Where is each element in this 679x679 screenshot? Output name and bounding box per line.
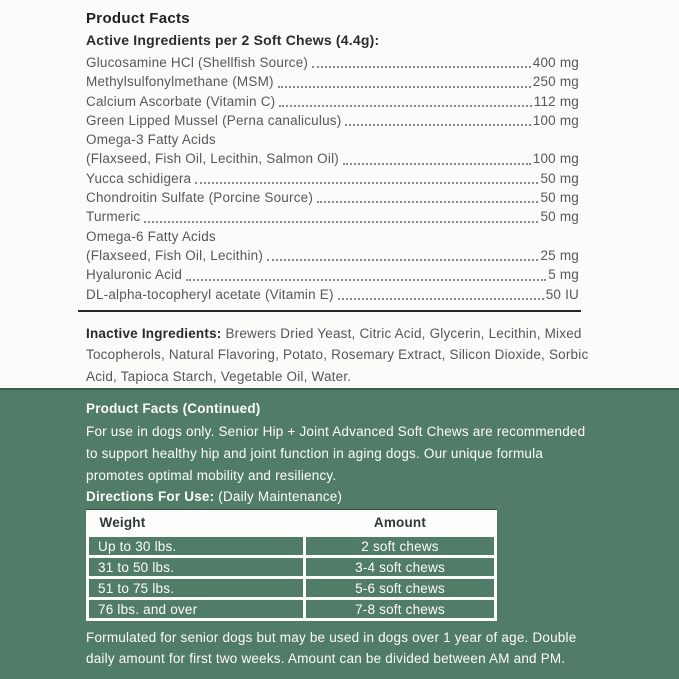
inactive-ingredients-text: Brewers Dried Yeast, Citric Acid, Glycerin, Lecithin, Mixed Tocopherols, Natural Flavoring, Potato, Rosemary Extract, Silicon Dioxide, Sorbic Acid, Tapioca Starch, Vegetable Oil, Water. xyxy=(86,325,589,384)
ingredient-name: Chondroitin Sulfate (Porcine Source) xyxy=(86,190,314,206)
table-row xyxy=(88,578,496,599)
table-row xyxy=(88,599,496,620)
ingredient-amount: 50 mg xyxy=(540,209,579,225)
amount-cell: 7-8 soft chews xyxy=(305,599,496,620)
ingredient-amount: 250 mg xyxy=(532,74,579,90)
dotted-leader xyxy=(343,163,531,165)
active-ingredients-heading: Active Ingredients per 2 Soft Chews (4.4g): xyxy=(86,32,380,48)
dosage-table-header-row xyxy=(88,510,496,536)
dosage-table xyxy=(86,510,497,621)
dotted-leader xyxy=(195,182,538,184)
product-facts-panel xyxy=(0,0,589,387)
ingredient-amount: 50 mg xyxy=(540,170,579,186)
ingredient-row xyxy=(86,246,579,265)
inactive-ingredients-label: Inactive Ingredients: xyxy=(86,325,222,341)
ingredient-row xyxy=(86,149,579,168)
ingredient-amount: 50 IU xyxy=(545,286,579,302)
dotted-leader xyxy=(279,105,531,107)
dotted-leader xyxy=(267,259,538,261)
amount-cell: 3-4 soft chews xyxy=(305,557,496,578)
ingredient-name: Yucca schidigera xyxy=(86,170,192,186)
ingredient-name: Methylsulfonylmethane (MSM) xyxy=(86,74,274,90)
weight-cell: 76 lbs. and over xyxy=(88,599,305,620)
section-divider xyxy=(78,310,581,312)
ingredient-row xyxy=(86,285,579,304)
directions-label: Directions For Use: xyxy=(86,489,215,505)
ingredient-amount: 100 mg xyxy=(532,151,579,167)
table-row xyxy=(88,557,496,578)
amount-cell: 2 soft chews xyxy=(305,536,496,557)
directions-note: (Daily Maintenance) xyxy=(218,489,343,505)
table-header-amount: Amount xyxy=(305,510,496,536)
active-ingredients-list xyxy=(86,53,579,304)
dotted-leader xyxy=(312,66,531,68)
weight-cell: Up to 30 lbs. xyxy=(88,536,305,557)
weight-cell: 51 to 75 lbs. xyxy=(88,578,305,599)
ingredient-row xyxy=(86,169,579,188)
ingredient-amount: 400 mg xyxy=(532,55,579,70)
ingredient-name: (Flaxseed, Fish Oil, Lecithin) xyxy=(86,247,264,263)
ingredient-group-row xyxy=(86,130,579,149)
usage-description: For use in dogs only. Senior Hip + Joint Advanced Soft Chews are recommended to support healthy hip and joint function in aging dogs. Our unique formula promotes optimal mobility and resiliency. xyxy=(86,424,586,483)
dotted-leader xyxy=(338,298,544,300)
ingredient-row xyxy=(86,72,579,91)
dotted-leader xyxy=(144,221,538,223)
amount-cell: 5-6 soft chews xyxy=(305,578,496,599)
ingredient-group-row xyxy=(86,227,579,246)
ingredient-amount: 25 mg xyxy=(540,247,579,263)
ingredient-amount: 100 mg xyxy=(532,112,579,128)
table-row xyxy=(88,536,496,557)
ingredient-amount: 5 mg xyxy=(548,267,579,283)
ingredient-name: Omega-6 Fatty Acids xyxy=(86,228,216,244)
ingredient-row xyxy=(86,265,579,284)
ingredient-name: Turmeric xyxy=(86,209,141,225)
dotted-leader xyxy=(317,201,538,203)
ingredient-row xyxy=(86,92,579,111)
ingredient-name: Hyaluronic Acid xyxy=(86,267,183,283)
ingredient-name: (Flaxseed, Fish Oil, Lecithin, Salmon Oil) xyxy=(86,151,339,167)
ingredient-name: Omega-3 Fatty Acids xyxy=(86,132,216,148)
weight-cell: 31 to 50 lbs. xyxy=(88,557,305,578)
dotted-leader xyxy=(186,279,546,281)
product-facts-continued-panel xyxy=(0,388,679,679)
usage-footer: Formulated for senior dogs but may be used in dogs over 1 year of age. Double daily amount for first two weeks. Amount can be divided between AM and PM. xyxy=(86,630,577,667)
ingredient-row xyxy=(86,207,579,226)
inactive-ingredients xyxy=(86,323,591,388)
dotted-leader xyxy=(345,124,530,126)
ingredient-name: Calcium Ascorbate (Vitamin C) xyxy=(86,93,276,109)
continued-title: Product Facts (Continued) xyxy=(86,401,261,416)
directions-line xyxy=(86,489,679,504)
product-facts-title: Product Facts xyxy=(86,10,190,27)
ingredient-row xyxy=(86,53,579,72)
ingredient-row xyxy=(86,188,579,207)
ingredient-row xyxy=(86,111,579,130)
ingredient-name: Green Lipped Mussel (Perna canaliculus) xyxy=(86,112,342,128)
ingredient-amount: 112 mg xyxy=(533,93,579,109)
ingredient-amount: 50 mg xyxy=(540,190,579,206)
dotted-leader xyxy=(278,86,531,88)
ingredient-name: Glucosamine HCl (Shellfish Source) xyxy=(86,55,309,70)
ingredient-name: DL-alpha-tocopheryl acetate (Vitamin E) xyxy=(86,286,334,302)
table-header-weight: Weight xyxy=(88,510,305,536)
